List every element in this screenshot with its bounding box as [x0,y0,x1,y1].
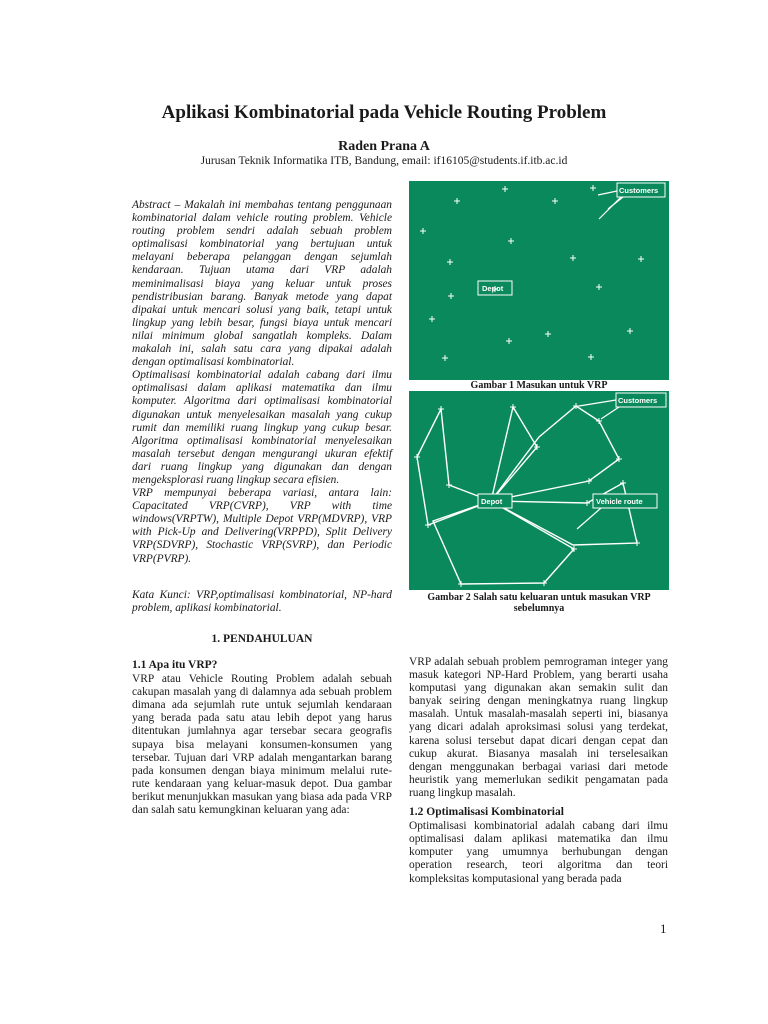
abstract [132,199,392,566]
figure-2-graphic [409,391,669,590]
customers-label: Customers [618,396,658,405]
paper-title: Aplikasi Kombinatorial pada Vehicle Routing Problem [161,102,607,123]
customer-markers [420,185,644,361]
figure-2-caption: Gambar 2 Salah satu keluaran untuk masukan VRP sebelumnya [427,592,651,614]
vehicle-route-label: Vehicle route [596,497,643,506]
right-paragraph: VRP adalah sebuah problem pemrograman integer yang masuk kategori NP-Hard Problem, yang berarti usaha komputasi yang digunakan akan semakin sulit dan banyak seiring dengan meningkatnya ruang lingkup masalah. Untuk masalah-masalah seperti ini, biasanya yang dicari adalah aproksimasi solusi yang terdekat, karena solusi tersebut dapat dicari dengan cepat dan cukup akurat. Biasanya masalah ini terselesaikan dengan menggunakan berbagai variasi dari metode heuristik yang memerlukan sedikit pengamatan pada ruang lingkup masalah. [409,656,668,799]
depot-label: Depot [481,497,503,506]
customers-label: Customers [619,186,659,195]
subsection-text-1-1: VRP atau Vehicle Routing Problem adalah sebuah cakupan masalah yang di dalamnya ada sebuah problem dimana ada sejumlah rute untuk sejumlah kendaraan yang berada pada satu atau lebih depot yang harus ditentukan jumlahnya agar tersebar secara geografis supaya bisa melayani konsumen-konsumen yang tersebar. Tujuan dari VRP adalah mengantarkan barang pada konsumen dengan biaya minimum melalui rute-rute kendaraan yang keluar-masuk depot. Dua gambar berikut menunjukkan masukan yang biasa ada pada VRP dan salah satu kemungkinan keluaran yang ada: [132,673,392,817]
subsection-heading-1-1: 1.1 Apa itu VRP? [132,659,218,671]
figure-1-graphic [409,181,669,380]
left-body [132,659,392,817]
customer-pointer-arrows [598,191,623,219]
subsection-heading-1-2: 1.2 Optimalisasi Kombinatorial [409,806,564,819]
abstract-paragraph-1: Abstract – Makalah ini membahas tentang penggunaan kombinatorial dalam vehicle routing problem. Vehicle routing problem sendri adalah sebuah problem optimalisasi kombinatorial yang bertujuan untuk melayani beberapa pelanggan dengan sejumlah kendaraan. Tujuan utama dari VRP adalah meminimalisasi biaya yang keluar untuk proses pendistribusian barang. Banyak metode yang dapat dipakai untuk mencari solusi yang baik, tetapi untuk lingkup yang lebih besar, fungsi biaya untuk mencari nilai minimum global sangatlah kompleks. Dalam makalah ini, salah satu cara yang dipakai adalah dengan optimalisasi kombinatorial. [132,199,392,369]
section-heading: 1. PENDAHULUAN [211,633,313,645]
abstract-paragraph-3: VRP mempunyai beberapa variasi, antara lain: Capacitated VRP(CVRP), VRP with time windows(VRPTW), Multiple Depot VRP(MDVRP), VRP with Pick-Up and Delivering(VRPPD), Split Delivery VRP(SDVRP), Stochastic VRP(SVRP), dan Periodic VRP(PVRP). [132,487,392,565]
right-body [409,656,668,886]
keywords: Kata Kunci: VRP,optimalisasi kombinatorial, NP-hard problem, aplikasi kombinatorial. [132,589,392,615]
subsection-text-1-2: Optimalisasi kombinatorial adalah cabang dari ilmu optimalisasi dalam aplikasi matematika dan ilmu komputer yang umumnya berhubungan dengan operation research, teori algoritma dan teori kompleksitas komputasional yang berada pada [409,820,668,885]
label-pointer-arrows [577,400,619,529]
page-number: 1 [660,921,667,936]
figure-1 [409,181,669,380]
figure-1-caption: Gambar 1 Masukan untuk VRP [470,380,608,391]
author-affiliation: Jurusan Teknik Informatika ITB, Bandung, email: if16105@students.if.itb.ac.id [200,155,568,167]
author-name: Raden Prana A [338,139,430,154]
depot-label: Depot [482,284,504,293]
abstract-paragraph-2: Optimalisasi kombinatorial adalah cabang dari ilmu optimalisasi dalam aplikasi matematika dan ilmu komputer. Algoritma dari optimalisasi kombinatorial digunakan untuk menyelesaikan masalah yang cukup rumit dan memiliki ruang lingkup yang cukup besar. Algoritma optimalisasi kombinatorial menyelesaikan masalah tersebut dengan mengurangi ukuran efektif dari ruang lingkup yang digunakan dan dengan mengeksplorasi ruang lingkup secara efisien. [132,369,392,486]
figure-2 [409,391,669,590]
